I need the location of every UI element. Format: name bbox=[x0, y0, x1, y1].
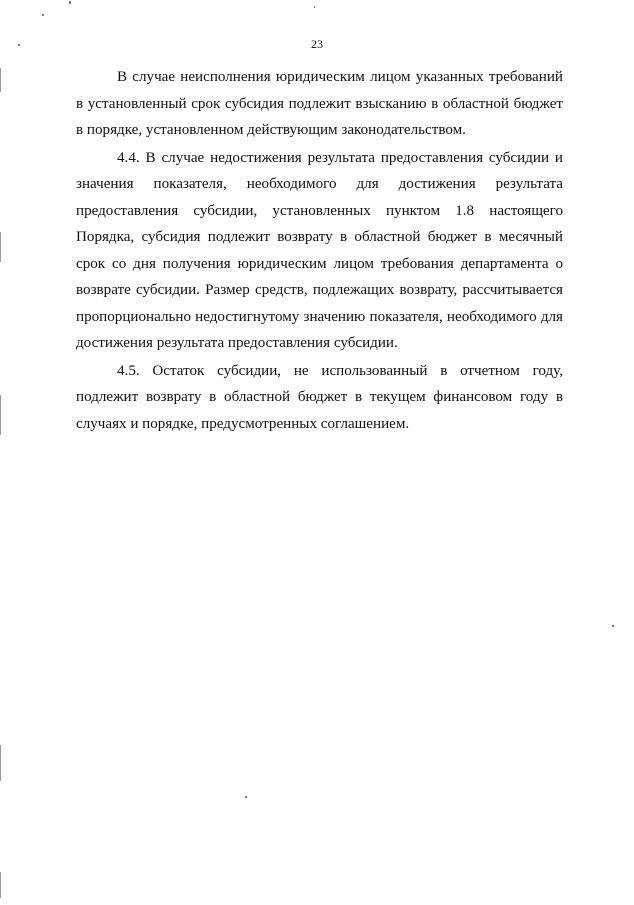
paragraph-recovery-of-subsidy: В случае неисполнения юридическим лицом указанных требований в установленный срок субсидия подлежит взысканию в областной бюджет в порядке, установленном действующим законодательством. bbox=[76, 69, 563, 138]
body-text bbox=[76, 64, 563, 437]
scan-edge-mark bbox=[0, 872, 1, 898]
scan-speck bbox=[42, 14, 44, 16]
scan-edge-mark bbox=[0, 395, 1, 435]
scan-speck bbox=[612, 625, 614, 627]
scan-speck bbox=[245, 796, 247, 798]
scan-edge-mark bbox=[0, 232, 1, 262]
scan-speck bbox=[314, 6, 315, 8]
scan-speck bbox=[69, 1, 71, 4]
paragraph-4-4: 4.4. В случае недостижения результата предоставления субсидии и значения показателя, необходимого для достижения результата предоставления субсидии, установленных пунктом 1.8 настоящего Порядка, субсидия подлежит возврату в областной бюджет в месячный срок со дня получения юридическим лицом требования департамента о возврате субсидии. Размер средств, подлежащих возврату, рассчитывается пропорционально недостигнутому значению показателя, необходимого для достижения результата предоставления субсидии. bbox=[76, 149, 563, 351]
paragraph-4-5: 4.5. Остаток субсидии, не использованный в отчетном году, подлежит возврату в областной бюджет в текущем финансовом году в случаях и порядке, предусмотренных соглашением. bbox=[76, 362, 563, 432]
page-number: 23 bbox=[311, 37, 323, 51]
scan-edge-mark bbox=[0, 68, 1, 92]
scan-edge-mark bbox=[0, 745, 1, 781]
